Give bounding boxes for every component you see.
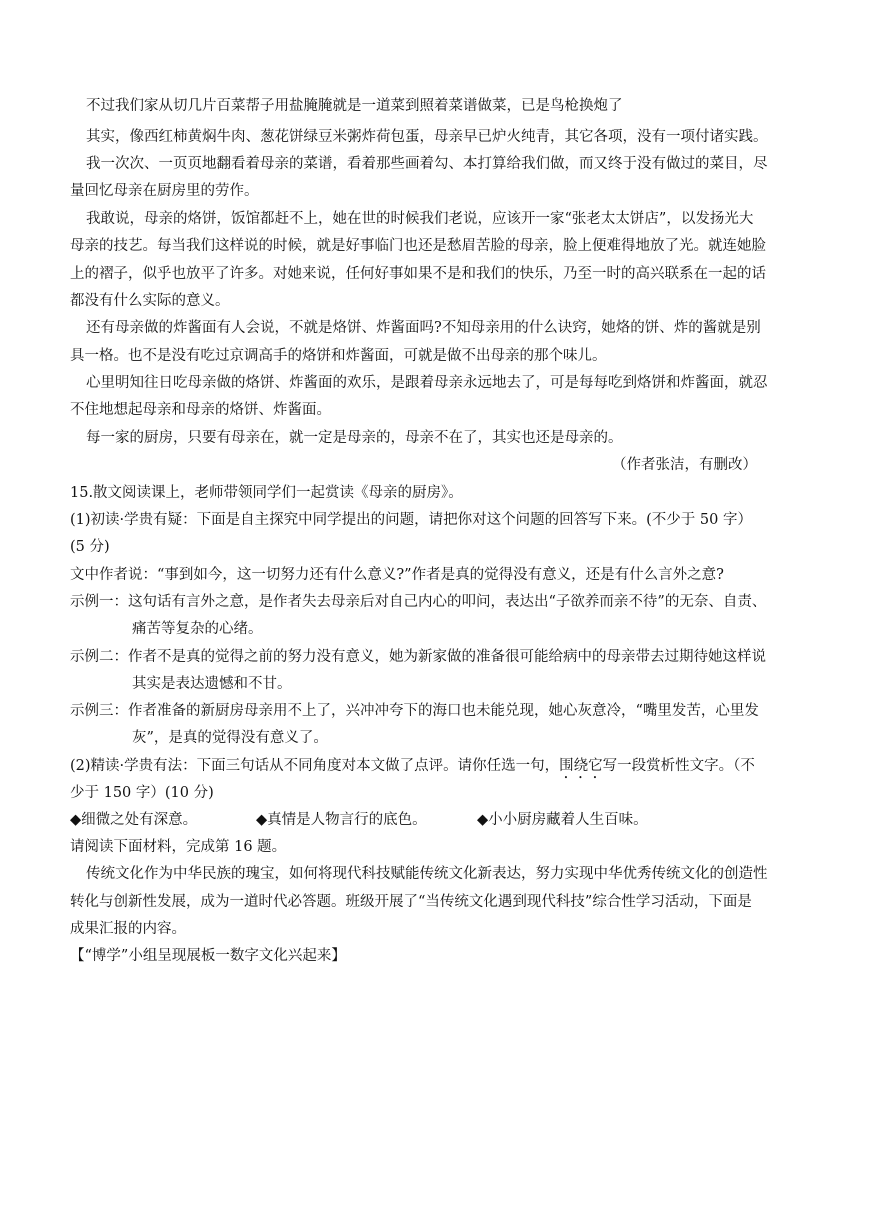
example-3: 示例三：作者准备的新厨房母亲用不上了，兴冲冲夸下的海口也未能兑现，她心灰意冷，“嘴里发苦，心里发 [70, 703, 759, 719]
example-3-cont: 灰”，是真的觉得没有意义了。 [132, 730, 328, 746]
passage-line: 不住地想起母亲和母亲的烙饼、炸酱面。 [70, 402, 331, 418]
passage-line: 心里明知往日吃母亲做的烙饼、炸酱面的欢乐，是跟着母亲永远地去了，可是每每吃到烙饼和炸酱面，就忍 [86, 375, 768, 391]
passage-line: 我敢说，母亲的烙饼，饭馆都赶不上，她在世的时候我们老说，应该开一家“张老太太饼店”，以发扬光大 [86, 211, 754, 227]
example-1: 示例一：这句话有言外之意，是作者失去母亲后对自己内心的叩问，表达出“子欲养而亲不待”的无奈、自责、 [70, 594, 767, 610]
passage-line: 还有母亲做的炸酱面有人会说，不就是烙饼、炸酱面吗?不知母亲用的什么诀窍，她烙的饼、炸的酱就是别 [86, 320, 761, 336]
passage-line: 不过我们家从切几片百菜帮子用盐腌腌就是一道菜到照着菜谱做菜，已是鸟枪换炮了 [86, 98, 623, 114]
q15-part2 [70, 756, 755, 782]
attribution: （作者张洁，有删改） [612, 457, 757, 473]
example-2: 示例二：作者不是真的觉得之前的努力没有意义，她为新家做的准备很可能给病中的母亲带去过期待她这样说 [70, 649, 766, 665]
section-title: 【“博学”小组呈现展板一数字文化兴起来】 [70, 948, 346, 964]
passage-line: 每一家的厨房，只要有母亲在，就一定是母亲的，母亲不在了，其实也还是母亲的。 [86, 430, 623, 446]
option-1: ◆细微之处有深意。 [70, 812, 198, 828]
q16-intro: 请阅读下面材料，完成第 16 题。 [70, 839, 287, 855]
passage-line: 具一格。也不是没有吃过京调高手的烙饼和炸酱面，可就是做不出母亲的那个味儿。 [70, 348, 607, 364]
q16-para-line: 成果汇报的内容。 [70, 921, 186, 937]
q16-para-line: 传统文化作为中华民族的瑰宝，如何将现代科技赋能传统文化新表达，努力实现中华优秀传统文化的创造性 [86, 866, 768, 882]
example-1-cont: 痛苦等复杂的心绪。 [132, 621, 263, 637]
q15-stem: 15.散文阅读课上，老师带领同学们一起赏读《母亲的厨房》。 [70, 485, 463, 501]
q15-part2-text: (2)精读·学贵有法：下面三句话从不同角度对本文做了点评。请你任选一句， [70, 758, 560, 774]
passage-line: 我一次次、一页页地翻看着母亲的菜谱，看着那些画着勾、本打算给我们做，而又终于没有做过的菜目，尽 [86, 156, 768, 172]
passage-line: 量回忆母亲在厨房里的劳作。 [70, 183, 259, 199]
q15-question: 文中作者说：“事到如今，这一切努力还有什么意义?”作者是真的觉得没有意义，还是有什么言外之意? [70, 567, 724, 583]
option-2: ◆真情是人物言行的底色。 [256, 812, 427, 828]
q15-part1-score: (5 分) [70, 539, 110, 555]
option-3: ◆小小厨房藏着人生百味。 [477, 812, 648, 828]
example-2-cont: 其实是表达遗憾和不甘。 [132, 676, 292, 692]
passage-line: 都没有什么实际的意义。 [70, 293, 230, 309]
passage-line: 其实，像西红柿黄焖牛肉、葱花饼绿豆米粥炸荷包蛋，母亲早已炉火纯青，其它各项，没有一项付诸实践。 [86, 129, 768, 145]
q16-para-line: 转化与创新性发展，成为一道时代必答题。班级开展了“当传统文化遇到现代科技”综合性学习活动，下面是 [70, 894, 752, 910]
q15-part2-emphasis: 围绕它 [559, 758, 603, 774]
q15-part2-text-end: 写一段赏析性文字。（不 [602, 758, 755, 774]
q15-part2-score: 少于 150 字）(10 分) [70, 785, 214, 801]
q15-part1: (1)初读·学贵有疑：下面是自主探究中同学提出的问题，请把你对这个问题的回答写下来。(不少于 50 字） [70, 512, 752, 528]
passage-line: 母亲的技艺。每当我们这样说的时候，就是好事临门也还是愁眉苦脸的母亲，脸上便难得地放了光。就连她脸 [70, 238, 766, 254]
passage-line: 上的褶子，似乎也放平了许多。对她来说，任何好事如果不是和我们的快乐，乃至一时的高兴联系在一起的话 [70, 266, 766, 282]
